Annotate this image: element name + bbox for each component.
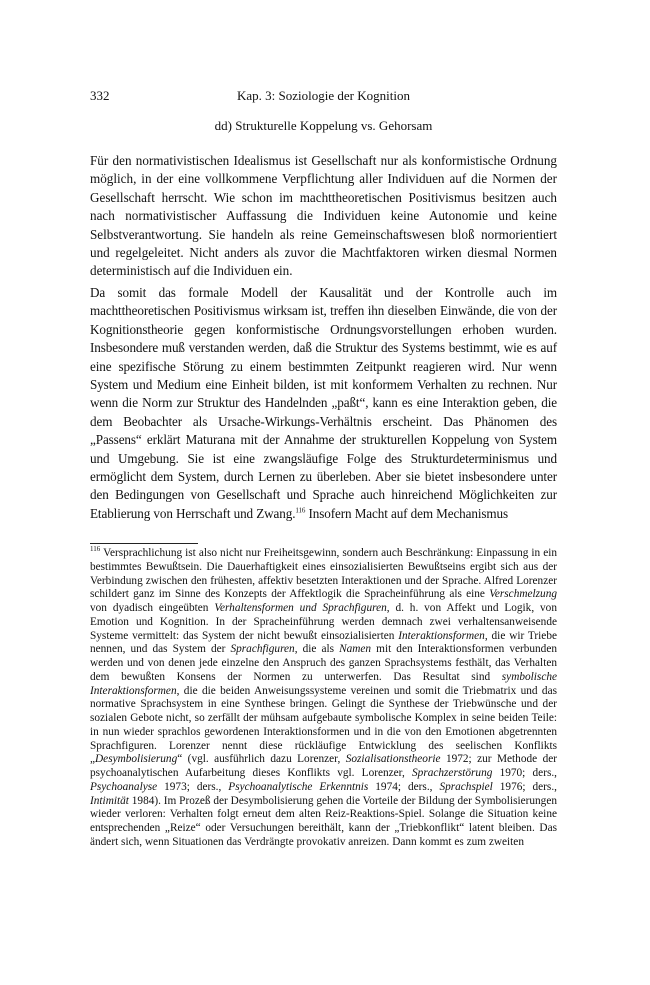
footnote-italic-text: Verschmelzung (489, 588, 557, 601)
footnote-text: 1970; ders., (492, 767, 557, 779)
footnote-text: 1984). Im Prozeß der Desymbolisierung gehen die Vorteile der Bildung der Symbolisierungen wieder verloren: Verhalten folgt erneut dem alten Reiz-Reaktions-Spiel. Solange die Situation keine entsprechenden „Reize“ oder Versuchungen bereithält, kann der „Triebkonflikt“ latent bleiben. Das ändert sich, wenn Situationen das Verdrängte provokativ anreizen. Dann kommt es zum zweiten (90, 794, 557, 848)
body-paragraph: Für den normativistischen Idealismus ist Gesellschaft nur als konformistische Ordnung möglich, in der eine vollkommene Verpflichtung aller Individuen auf die Normen der Gesellschaft herrscht. Wie schon im machttheoretischen Positivismus besitzen auch nach normativistischer Auffassung die Individuen keine Autonomie und keine Selbstverantwortung. Sie handeln als reine Gemeinschaftswesen bloß normorientiert und regelgeleitet. Nicht anders als zuvor die Machtfaktoren wirken diesmal Normen deterministisch auf die Individuen ein. (90, 153, 557, 279)
footnote-text: , d. h. von Affekt und Logik, von Emotion und Kognition. In der Spracheinführung werden demnach zwei verhaltensanweisende Systeme vermittelt: das System der nicht bewußt einsozialisierten (90, 602, 557, 642)
footnote-italic-text: symbolische Interaktionsformen (90, 670, 557, 697)
page-header (90, 88, 557, 106)
paragraph-text: Da somit das formale Modell der Kausalität und der Kontrolle auch im machttheoretischen Positivismus wirksam ist, treffen ihn dieselben Einwände, die von der Kognitionstheorie gegen konformistische Ordnungsvorstellungen erhoben wurden. Insbesondere muß verstanden werden, daß die Struktur des Systems bestimmt, wie es auf eine spezifische Störung zu einem bestimmten Zeitpunkt reagieren wird. Nur wenn System und Medium eine Einheit bilden, ist mit konformem Verhalten zu rechnen. Nur wenn die Norm zur Struktur des Handelnden „paßt“, kann es eine Interaktion geben, die dem Beobachter als Ursache-Wirkungs-Verhältnis erscheint. Das Phänomen des „Passens“ erklärt Maturana mit der Annahme der strukturellen Koppelung von System und Umgebung. Sie ist eine zwangsläufige Folge des Strukturdeterminismus und ermöglicht dem System, durch Lernen zu überleben. Aber sie bietet insbesondere unter den Bedingungen von Gesellschaft und Sprache auch hinreichend Möglichkeiten zur Etablierung von Herrschaft und Zwang. (90, 285, 557, 521)
footnote-text: 1972; zur Methode der psychoanalytischen Aufarbeitung dieses Konflikts vgl. Lorenzer, (90, 753, 557, 779)
footnote-text: , die wir Triebe nennen, und das System der (90, 629, 557, 656)
footnote-text: , die als (294, 643, 340, 656)
footnote-text: 1974; ders., (368, 780, 440, 793)
footnote-italic-text: Intimität (90, 794, 129, 807)
footnote-italic-text: Verhaltensformen und Sprachfiguren (214, 602, 387, 614)
footnote-italic-text: Sprachspiel (439, 780, 493, 793)
footnote-italic-text: Sprachzerstörung (412, 767, 493, 779)
section-heading: dd) Strukturelle Koppelung vs. Gehorsam (214, 118, 433, 133)
footnote-reference: 116 (295, 506, 306, 515)
footnote-text: , die die beiden Anweisungssysteme vereinen und somit die Triebmatrix und das normative Sprachsystem in eine Synthese bringen. Gelingt die Synthese der Triebwünsche und der sozialen Gebote nicht, so zerfällt der mühsam aufgebaute symbolische Komplex in seine beiden Teile: in nun wieder sprachlos gewordenen Interaktionsformen und in die von den Emotionen abgetrennten Sprachfiguren. Lorenzer nennt diese rückläufige Entwicklung des seelischen Konflikts „ (90, 684, 557, 766)
footnote-separator (90, 543, 198, 544)
footnote-italic-text: Psychoanalytische Erkenntnis (228, 780, 369, 793)
footnote-text: von dyadisch eingeübten (90, 602, 215, 614)
footnote-italic-text: Namen (339, 643, 372, 656)
footnote-italic-text: Sprachfiguren (230, 643, 295, 656)
footnote-text: 1973; ders., (157, 780, 229, 793)
footnote-italic-text: Psychoanalyse (90, 780, 158, 793)
footnote-italic-text: Desymbolisierung (95, 753, 178, 766)
footnote-text: 1976; ders., (492, 780, 557, 793)
footnote-number: 116 (90, 545, 101, 554)
running-title: Kap. 3: Soziologie der Kognition (237, 88, 410, 103)
footnote-italic-text: Interaktionsformen (398, 629, 485, 642)
paragraph-text-continued: Insofern Macht auf dem Mechanismus (308, 505, 509, 521)
footnote-text: “ (vgl. ausführlich dazu Lorenzer, (177, 753, 346, 766)
footnote-italic-text: Sozialisationstheorie (345, 753, 441, 766)
footnote-text: mit den Interaktionsformen verbunden werden und von denen jede einzelne den Anspruch des ganzen Sprachsystems festhält, das Verhalten dem bewußten Konsens der Normen zu unterwerfen. Das Resultat sind (90, 643, 557, 683)
page-number: 332 (90, 88, 110, 103)
body-paragraph (90, 284, 557, 523)
footnote-text: Versprachlichung ist also nicht nur Freiheitsgewinn, sondern auch Beschränkung: Einpassung in ein bestimmtes Bewußtsein. Die Dauerhaftigkeit eines einsozialisierten Bewußtseins ergibt sich aus der Verbindung zwischen den frühesten, affektiv besetzten Interaktionen und der Sprache. Alfred Lorenzer schildert ganz im Sinne des Konzepts der Affektlogik die Spracheinführung als eine (90, 547, 558, 601)
footnote (90, 547, 557, 850)
